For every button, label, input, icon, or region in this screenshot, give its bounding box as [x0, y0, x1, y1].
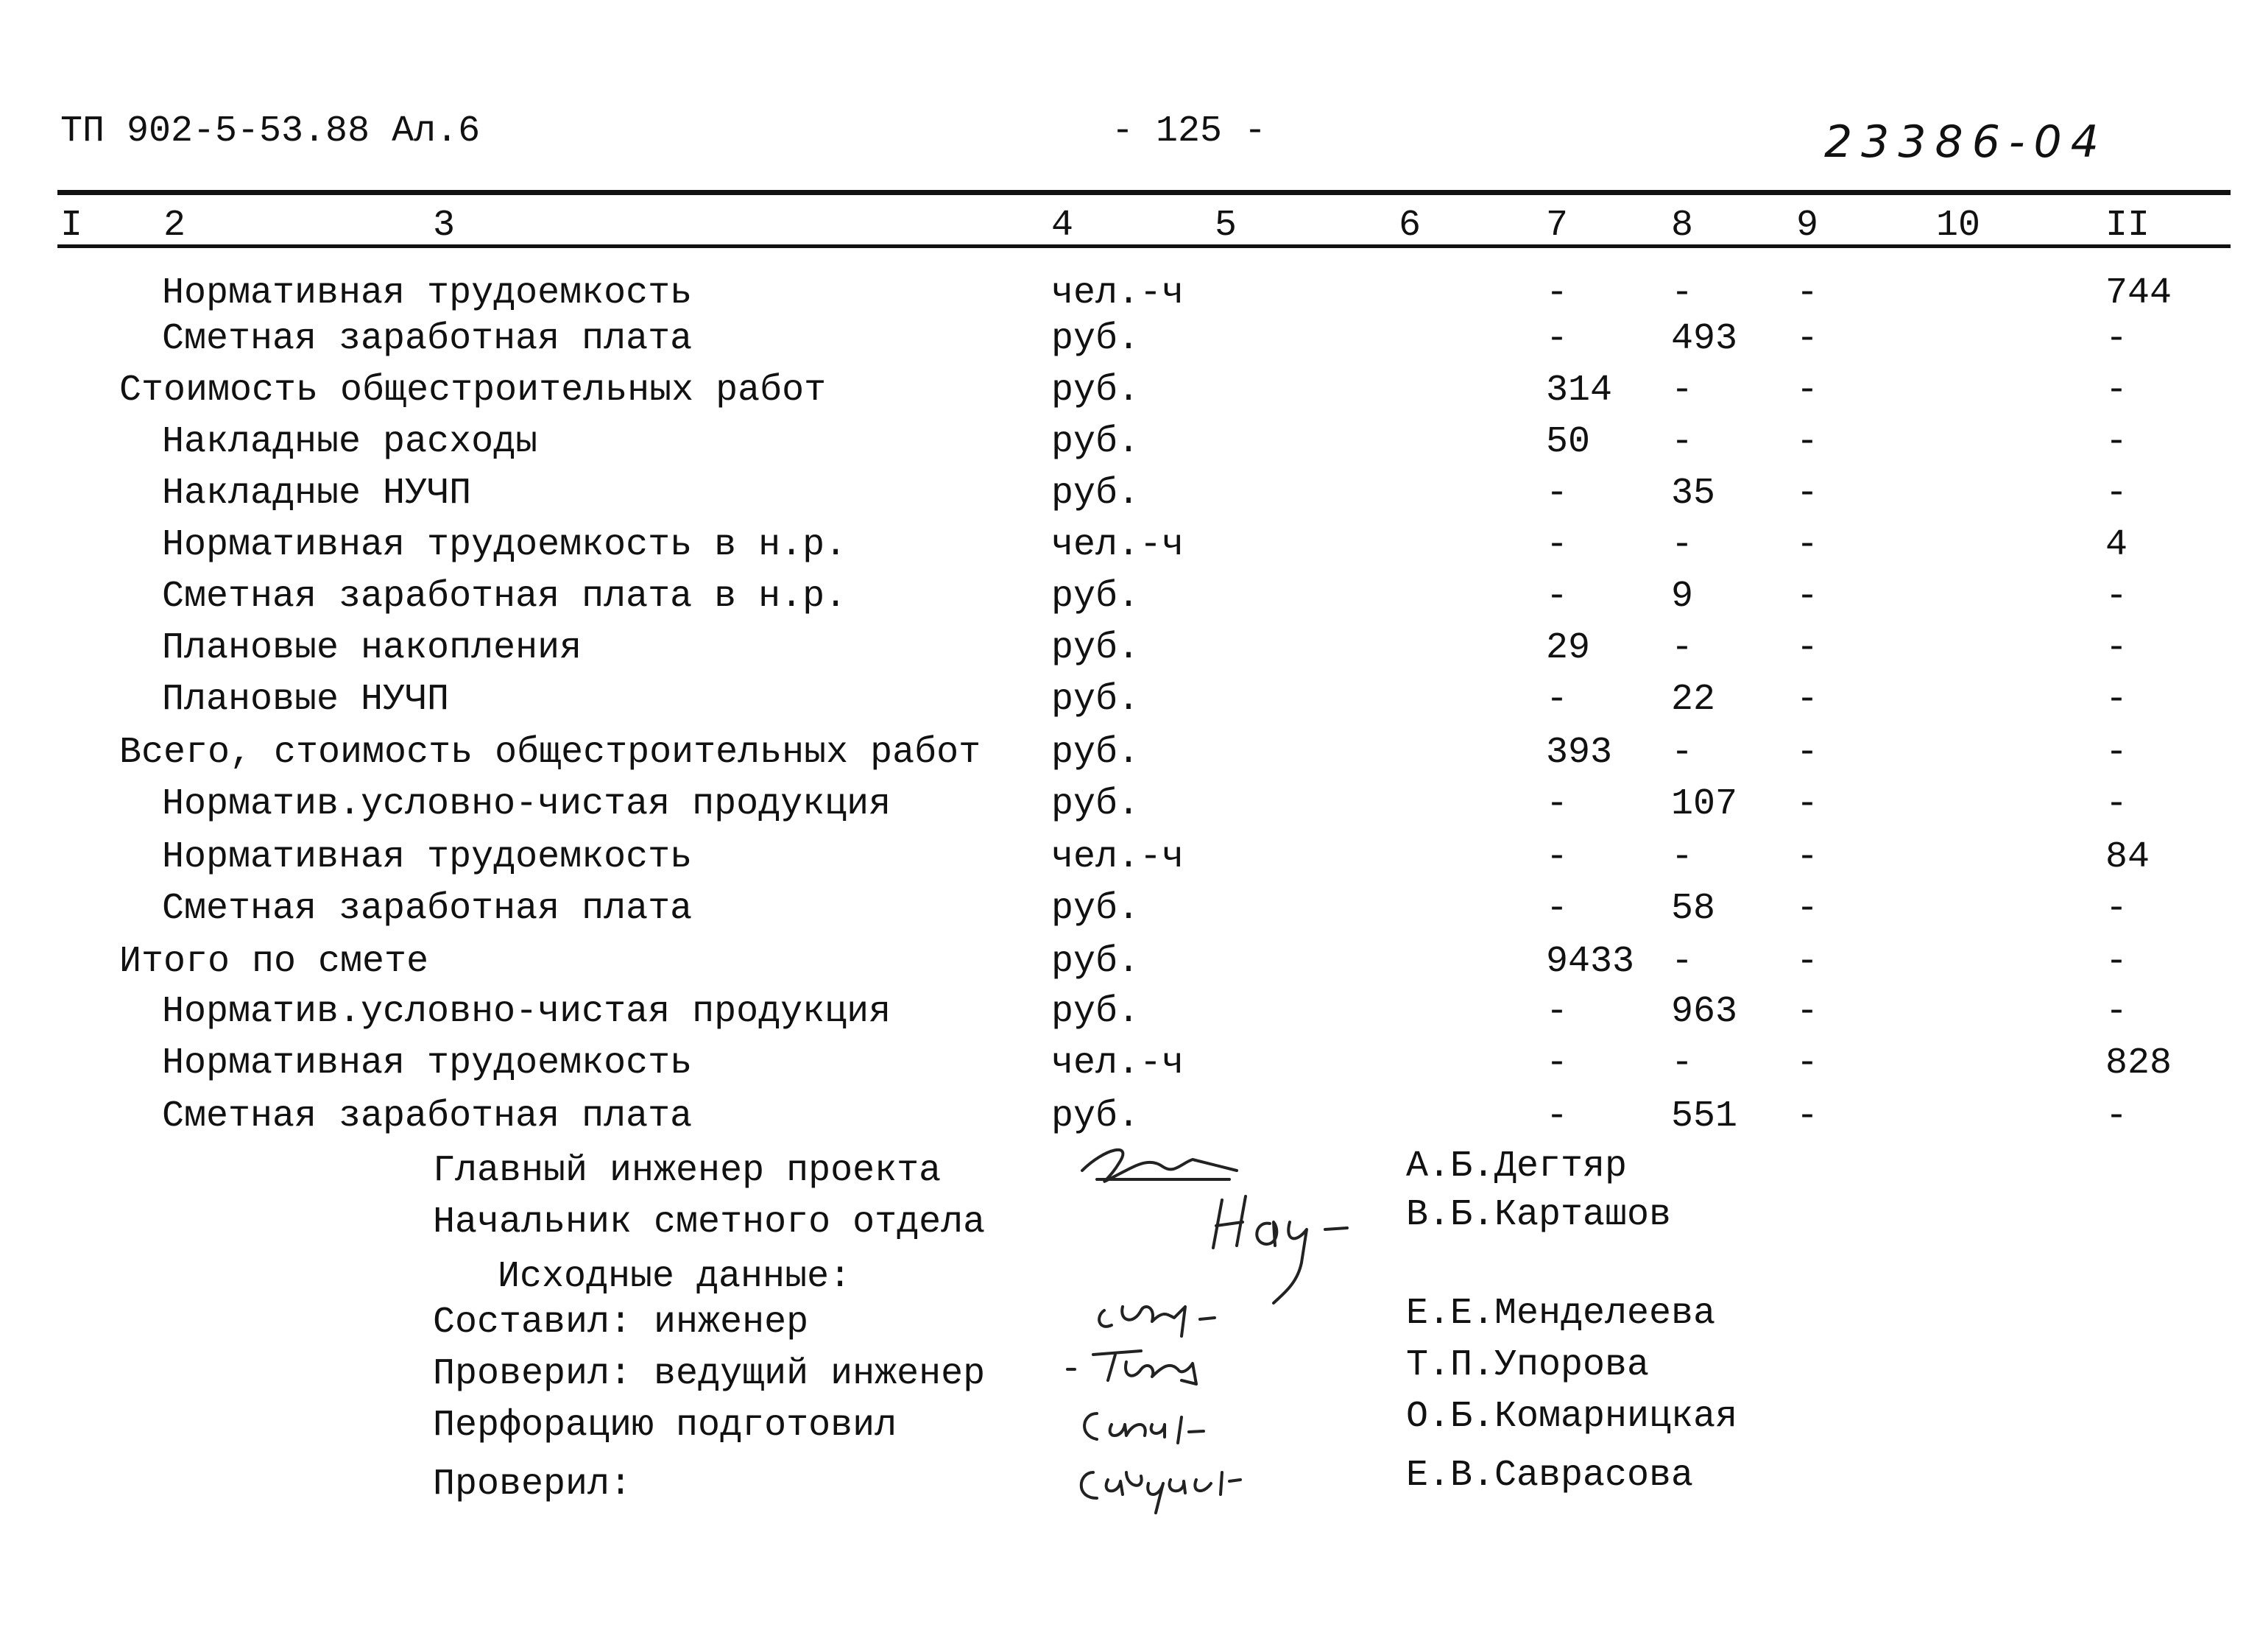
row-label: Сметная заработная плата в н.р. [162, 576, 847, 618]
row-col8: - [1671, 941, 1694, 983]
row-col11: - [2105, 627, 2128, 669]
row-label: Сметная заработная плата [162, 888, 693, 930]
row-col7: 393 [1546, 732, 1613, 774]
row-col9: - [1796, 1042, 1819, 1084]
row-col9: - [1796, 991, 1819, 1033]
row-col7: - [1546, 272, 1569, 314]
header-rule-bottom [57, 244, 2231, 248]
row-col9: - [1796, 318, 1819, 360]
row-col7: - [1546, 783, 1569, 825]
row-col8: - [1671, 272, 1694, 314]
row-col8: 58 [1671, 888, 1716, 930]
row-col11: - [2105, 991, 2128, 1033]
row-col8: - [1671, 1042, 1694, 1084]
row-col7: 50 [1546, 421, 1591, 463]
row-label: Норматив.условно-чистая продукция [162, 783, 891, 825]
row-label: Плановые НУЧП [162, 679, 450, 721]
row-unit: руб. [1051, 576, 1140, 618]
row-col7: - [1546, 836, 1569, 878]
row-col9: - [1796, 1095, 1819, 1137]
row-col8: 107 [1671, 783, 1738, 825]
row-col11: - [2105, 421, 2128, 463]
handwritten-document-number: 23386-04 [1824, 116, 2108, 168]
row-unit: руб. [1051, 421, 1140, 463]
source-data-title: Исходные данные: [498, 1256, 852, 1298]
row-label: Норматив.условно-чистая продукция [162, 991, 891, 1033]
row-col9: - [1796, 836, 1819, 878]
column-header: I [60, 205, 83, 247]
page-number: - 125 - [1112, 110, 1267, 152]
chief-engineer-name: А.Б.Дегтяр [1406, 1146, 1628, 1187]
row-col7: - [1546, 1095, 1569, 1137]
row-label: Накладные НУЧП [162, 473, 472, 515]
row-col11: - [2105, 679, 2128, 721]
row-col11: - [2105, 370, 2128, 412]
row-col8: 551 [1671, 1095, 1738, 1137]
document-code: ТП 902-5-53.88 Ал.6 [60, 110, 481, 152]
row-col11: 4 [2105, 524, 2128, 566]
column-header: 8 [1671, 205, 1694, 247]
checked-lead-name: Т.П.Упорова [1406, 1344, 1650, 1386]
row-col9: - [1796, 679, 1819, 721]
row-unit: руб. [1051, 627, 1140, 669]
row-label: Нормативная трудоемкость [162, 1042, 693, 1084]
row-unit: чел.-ч [1051, 1042, 1184, 1084]
row-unit: руб. [1051, 941, 1140, 983]
checked-lead-title: Проверил: ведущий инженер [433, 1353, 986, 1395]
checked-title: Проверил: [433, 1464, 632, 1505]
row-col8: - [1671, 732, 1694, 774]
row-label: Всего, стоимость общестроительных работ [119, 732, 981, 774]
column-header: 2 [163, 205, 186, 247]
row-unit: руб. [1051, 783, 1140, 825]
row-col11: - [2105, 318, 2128, 360]
column-header: 5 [1215, 205, 1237, 247]
row-label: Нормативная трудоемкость в н.р. [162, 524, 847, 566]
row-label: Нормативная трудоемкость [162, 836, 693, 878]
row-col7: - [1546, 318, 1569, 360]
row-label: Нормативная трудоемкость [162, 272, 693, 314]
row-col9: - [1796, 272, 1819, 314]
row-col11: 84 [2105, 836, 2150, 878]
header-rule-top [57, 190, 2231, 195]
row-col11: 828 [2105, 1042, 2172, 1084]
row-unit: руб. [1051, 888, 1140, 930]
row-col9: - [1796, 421, 1819, 463]
row-col7: - [1546, 991, 1569, 1033]
row-label: Накладные расходы [162, 421, 538, 463]
row-col7: - [1546, 888, 1569, 930]
row-col9: - [1796, 370, 1819, 412]
row-col11: - [2105, 888, 2128, 930]
row-label: Плановые накопления [162, 627, 582, 669]
row-col11: - [2105, 576, 2128, 618]
column-header: II [2105, 205, 2150, 247]
perforation-name: О.Б.Комарницкая [1406, 1396, 1738, 1438]
row-col11: - [2105, 732, 2128, 774]
row-unit: руб. [1051, 679, 1140, 721]
row-col8: 963 [1671, 991, 1738, 1033]
row-unit: руб. [1051, 991, 1140, 1033]
estimate-head-title: Начальник сметного отдела [433, 1201, 986, 1243]
row-col7: 29 [1546, 627, 1591, 669]
row-col7: - [1546, 679, 1569, 721]
row-col8: 9 [1671, 576, 1694, 618]
row-label: Сметная заработная плата [162, 318, 693, 360]
row-unit: руб. [1051, 370, 1140, 412]
compiled-name: Е.Е.Менделеева [1406, 1293, 1716, 1335]
row-col8: - [1671, 627, 1694, 669]
row-col8: - [1671, 524, 1694, 566]
row-col11: - [2105, 473, 2128, 515]
chief-engineer-title: Главный инженер проекта [433, 1150, 942, 1192]
row-col9: - [1796, 888, 1819, 930]
row-col7: - [1546, 1042, 1569, 1084]
row-unit: руб. [1051, 318, 1140, 360]
row-col11: 744 [2105, 272, 2172, 314]
row-col9: - [1796, 627, 1819, 669]
row-col9: - [1796, 524, 1819, 566]
row-col9: - [1796, 732, 1819, 774]
column-header: 9 [1796, 205, 1819, 247]
row-col11: - [2105, 941, 2128, 983]
row-col9: - [1796, 783, 1819, 825]
row-col9: - [1796, 941, 1819, 983]
checked-name: Е.В.Саврасова [1406, 1455, 1694, 1497]
row-label: Итого по смете [119, 941, 429, 983]
compiled-title: Составил: инженер [433, 1302, 809, 1344]
row-unit: чел.-ч [1051, 836, 1184, 878]
row-unit: чел.-ч [1051, 272, 1184, 314]
row-unit: руб. [1051, 732, 1140, 774]
row-col7: 314 [1546, 370, 1613, 412]
row-col8: 22 [1671, 679, 1716, 721]
column-header: 3 [433, 205, 456, 247]
handwritten-signatures-icon [1053, 1126, 1377, 1524]
column-header: 6 [1399, 205, 1422, 247]
row-col8: - [1671, 836, 1694, 878]
row-unit: руб. [1051, 473, 1140, 515]
row-label: Сметная заработная плата [162, 1095, 693, 1137]
row-unit: чел.-ч [1051, 524, 1184, 566]
row-col7: - [1546, 576, 1569, 618]
row-col11: - [2105, 1095, 2128, 1137]
row-unit: руб. [1051, 1095, 1140, 1137]
row-label: Стоимость общестроительных работ [119, 370, 827, 412]
row-col9: - [1796, 576, 1819, 618]
column-header: 7 [1546, 205, 1569, 247]
estimate-head-name: В.Б.Карташов [1406, 1194, 1672, 1236]
row-col7: 9433 [1546, 941, 1635, 983]
row-col8: 35 [1671, 473, 1716, 515]
column-header: 10 [1936, 205, 1981, 247]
row-col11: - [2105, 783, 2128, 825]
row-col9: - [1796, 473, 1819, 515]
row-col8: - [1671, 370, 1694, 412]
row-col7: - [1546, 524, 1569, 566]
perforation-title: Перфорацию подготовил [433, 1405, 897, 1447]
row-col7: - [1546, 473, 1569, 515]
row-col8: 493 [1671, 318, 1738, 360]
row-col8: - [1671, 421, 1694, 463]
column-header: 4 [1051, 205, 1074, 247]
